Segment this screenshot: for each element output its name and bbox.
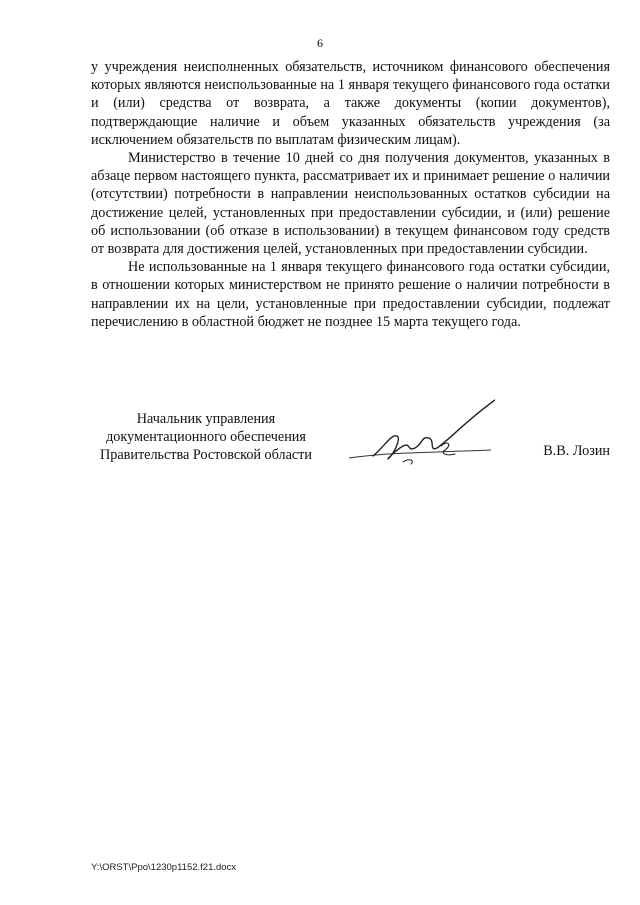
signatory-title-line: Начальник управления — [136, 411, 276, 427]
page-number: 6 — [317, 36, 323, 50]
paragraph-continuation: у учреждения неисполненных обязательств, источником финансового обеспечения которых являются неиспользованные на 1 января текущего финансового года остатки и (или) средства от возврата, а также документы (копии документов), подтверждающие наличие и объем указанных обязательств учреждения (за исключением обязательств по выплатам физическим лицам). — [91, 59, 610, 148]
paragraph-unused-balances: Не использованные на 1 января текущего финансового года остатки субсидии, в отношении которых министерством не принято решение о наличии потребности в направлении их на цели, установленные при предоставлении субсидии, подлежат перечислению в областной бюджет не позднее 15 марта текущего года. — [91, 259, 610, 330]
paragraph-ministry-review: Министерство в течение 10 дней со дня получения документов, указанных в абзаце первом настоящего пункта, рассматривает их и принимает решение о наличии (отсутствии) потребности в направлении неиспользованных остатков субсидии на достижение целей, установленных при предоставлении субсидии, и (или) решение об использовании (об отказе в использовании) в текущем финансовом году средств от возврата для достижения целей, установленных при предоставлении субсидии. — [91, 150, 610, 258]
handwritten-signature — [345, 396, 495, 476]
document-body — [91, 58, 610, 331]
file-path-footer: Y:\ORST\Ppo\1230p1152.f21.docx — [91, 862, 237, 873]
signatory-title — [91, 410, 321, 465]
signatory-name: В.В. Лозин — [543, 443, 610, 459]
signatory-title-line: документационного обеспечения — [106, 429, 306, 446]
signatory-title-line: Правительства Ростовской области — [100, 447, 312, 464]
